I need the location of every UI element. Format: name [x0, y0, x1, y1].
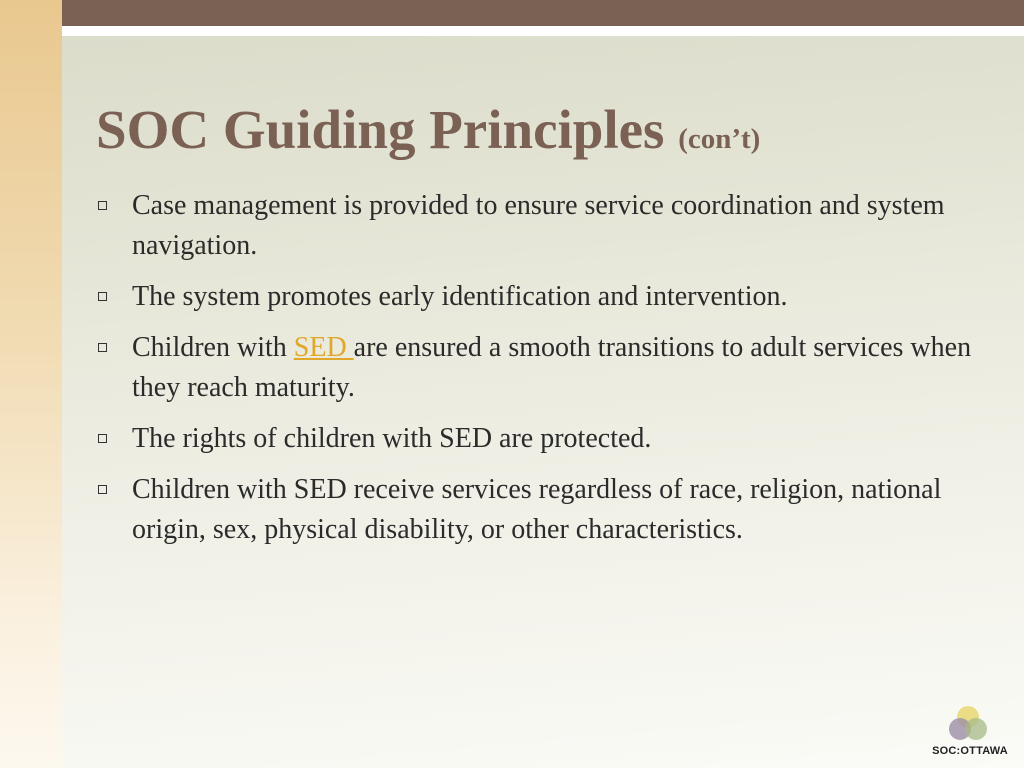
square-bullet-icon	[98, 201, 107, 210]
bullet-text: Children with SED receive services regardless of race, religion, national origin, sex, physical disability, or other characteristics.	[132, 474, 942, 545]
logo-text: SOC:OTTAWA	[932, 745, 1008, 757]
bullet-item	[96, 328, 976, 408]
square-bullet-icon	[98, 292, 107, 301]
bullet-text-before-link: Children with	[132, 332, 294, 363]
slide-title-main: SOC Guiding Principles	[96, 99, 665, 160]
bullet-text: The rights of children with SED are protected.	[132, 423, 652, 454]
bullet-list	[96, 186, 976, 561]
bullet-item	[96, 186, 976, 266]
bullet-item	[96, 419, 976, 459]
left-decorative-band	[0, 0, 62, 768]
sed-link[interactable]: SED	[293, 332, 354, 363]
soc-ottawa-logo	[920, 700, 1016, 762]
bullet-item	[96, 470, 976, 550]
top-white-rule	[62, 26, 1024, 36]
bullet-text: The system promotes early identification and intervention.	[132, 281, 788, 312]
square-bullet-icon	[98, 434, 107, 443]
overlapping-circles-logo-icon	[946, 704, 990, 744]
bullet-item	[96, 277, 976, 317]
square-bullet-icon	[98, 485, 107, 494]
slide-title-suffix: (con’t)	[678, 123, 761, 155]
square-bullet-icon	[98, 343, 107, 352]
top-header-bar	[62, 0, 1024, 26]
bullet-text-after-link: are ensured a smooth transitions to adult services when they reach maturity.	[132, 332, 972, 403]
slide-title	[96, 92, 760, 177]
bullet-text: Case management is provided to ensure service coordination and system navigation.	[132, 190, 945, 261]
